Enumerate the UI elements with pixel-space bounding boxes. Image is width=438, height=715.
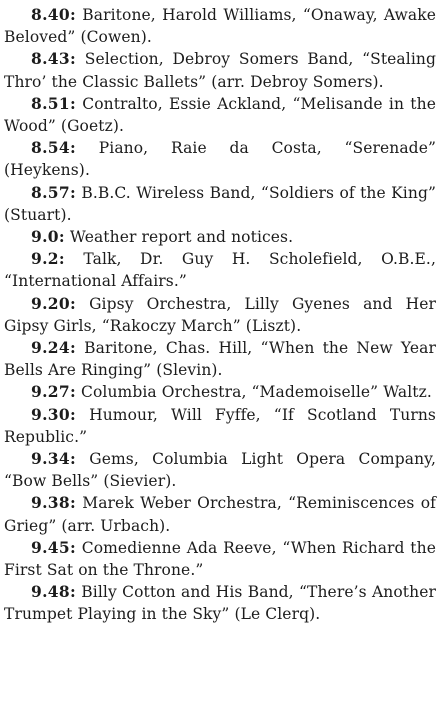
listing-text: Marek Weber Orchestra, “Reminiscences of Grieg” (arr. Urbach).: [4, 494, 436, 535]
listing-entry: [4, 537, 436, 581]
listing-time: 9.2:: [31, 249, 65, 269]
listing-entry: [4, 48, 436, 92]
listing-time: 9.34:: [31, 449, 76, 469]
listing-time: 9.38:: [31, 493, 76, 513]
listing-entry: [4, 581, 436, 625]
listing-text: Selection, Debroy Somers Band, “Stealing Thro’ the Classic Ballets” (arr. Debroy Somers).: [4, 50, 436, 91]
listing-text: Gems, Columbia Light Opera Company, “Bow Bells” (Sievier).: [4, 450, 436, 491]
listing-time: 9.20:: [31, 293, 76, 313]
listing-time: 8.43:: [31, 49, 76, 69]
listing-text: Columbia Orchestra, “Mademoiselle” Waltz.: [81, 383, 432, 402]
listing-text: Talk, Dr. Guy H. Scholefield, O.B.E., “International Affairs.”: [4, 250, 436, 291]
listing-time: 8.57:: [31, 182, 76, 202]
listing-entry: [4, 404, 436, 448]
listing-entry: [4, 226, 436, 248]
listing-entry: [4, 93, 436, 137]
listing-time: 8.40:: [31, 5, 76, 24]
listing-time: 9.48:: [31, 582, 76, 602]
listing-entry: [4, 293, 436, 337]
listing-entry: [4, 448, 436, 492]
listing-time: 9.27:: [31, 382, 76, 402]
listing-time: 9.45:: [31, 537, 76, 557]
listing-entry: [4, 182, 436, 226]
listing-text: Humour, Will Fyffe, “If Scotland Turns Republic.”: [4, 405, 436, 446]
listing-text: Gipsy Orchestra, Lilly Gyenes and Her Gipsy Girls, “Rakoczy March” (Liszt).: [4, 294, 436, 335]
listing-text: Piano, Raie da Costa, “Serenade” (Heykens).: [4, 139, 437, 180]
listing-text: Billy Cotton and His Band, “There’s Another Trumpet Playing in the Sky” (Le Clerq).: [4, 583, 436, 624]
listing-entry: [4, 337, 436, 381]
listing-entry: [4, 381, 436, 403]
listing-time: 8.54:: [31, 138, 76, 158]
listing-text: Baritone, Chas. Hill, “When the New Year Bells Are Ringing” (Slevin).: [4, 339, 436, 380]
listing-entry: [4, 137, 436, 181]
listing-entry: [4, 4, 436, 48]
listing-time: 9.30:: [31, 404, 76, 424]
listing-text: Weather report and notices.: [69, 228, 294, 247]
listing-text: Comedienne Ada Reeve, “When Richard the First Sat on the Throne.”: [4, 538, 436, 580]
listing-text: B.B.C. Wireless Band, “Soldiers of the King” (Stuart).: [4, 183, 436, 224]
listing-entry: [4, 248, 436, 292]
listing-time: 9.0:: [31, 227, 65, 247]
listing-text: Contralto, Essie Ackland, “Melisande in the Wood” (Goetz).: [4, 94, 436, 136]
listing-entry: [4, 492, 436, 536]
listing-text: Baritone, Harold Williams, “Onaway, Awake Beloved” (Cowen).: [4, 6, 437, 47]
listing-time: 8.51:: [31, 93, 76, 113]
listing-time: 9.24:: [31, 338, 76, 358]
